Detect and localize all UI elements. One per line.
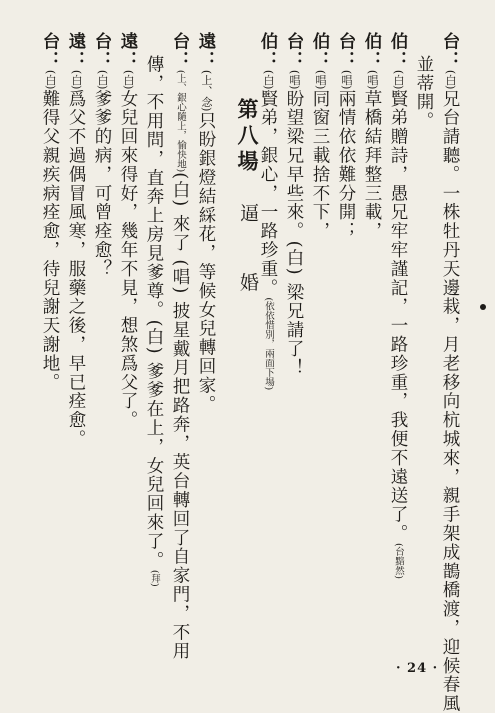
line-text: 賢弟贈詩，愚兄牢牢謹記，一路珍重，我便不遠送了。 <box>388 89 408 544</box>
script-line <box>116 32 140 430</box>
script-line <box>282 32 306 377</box>
delivery-tag: (白) <box>70 69 83 90</box>
delivery-tag: (白) <box>122 69 135 90</box>
speaker-label: 台： <box>92 32 112 70</box>
script-line <box>38 32 62 392</box>
line-text: (白) 來了 (唱) 披星戴月把路奔，英台轉回了自家門，不用 <box>170 172 190 661</box>
script-line <box>308 32 332 241</box>
line-text: 兩情依依難分開； <box>336 89 356 241</box>
speaker-label: 台： <box>170 32 190 70</box>
speaker-label: 伯： <box>310 32 330 70</box>
scene-title: 逼 婚 <box>237 203 259 314</box>
speaker-label: 遠： <box>196 32 216 70</box>
page-number: · 24 · <box>396 661 439 676</box>
delivery-tag: (唱) <box>366 69 379 90</box>
delivery-tag: (白) <box>96 69 109 90</box>
line-text: 難得父親疾病痊愈，待兒謝天謝地。 <box>40 89 60 392</box>
stage-direction: (拜) <box>149 569 160 587</box>
delivery-tag: (上、銀心隨上，愉快地) <box>175 69 186 173</box>
script-line <box>168 32 192 661</box>
delivery-tag: (白) <box>392 69 405 90</box>
scene-heading: 第八場 <box>235 98 260 176</box>
delivery-tag: (唱) <box>340 69 353 90</box>
line-text: 盼望梁兄早些來。(白) 梁兄請了！ <box>284 89 304 378</box>
line-text: 並蒂開。 <box>414 55 434 131</box>
speaker-label: 伯： <box>258 32 278 70</box>
delivery-tag: (唱) <box>288 69 301 90</box>
line-text: 只盼銀燈結綵花，等候女兒轉回家。 <box>196 111 216 414</box>
script-line <box>438 32 462 713</box>
stage-direction: (台黯然) <box>393 543 404 579</box>
script-line <box>194 32 218 414</box>
script-line <box>386 32 410 579</box>
script-line <box>334 32 358 241</box>
speaker-label: 遠： <box>118 32 138 70</box>
script-line <box>412 55 436 131</box>
stage-direction: (依依惜別，兩面下場) <box>263 297 274 391</box>
line-text: 兄台請聽。一株牡丹天邊栽，月老移向杭城來，親手架成鵲橋渡，迎候春風 <box>440 89 460 713</box>
line-text: 女兒回來得好，幾年不見，想煞爲父了。 <box>118 89 138 430</box>
line-text: 草橋結拜整三載， <box>362 89 382 241</box>
speaker-label: 伯： <box>388 32 408 70</box>
delivery-tag: (白) <box>444 69 457 90</box>
line-text: 傳，不用問，直奔上房見爹尊。(白) 爹爹在上，女兒回來了。 <box>144 55 164 570</box>
margin-dot <box>480 304 486 310</box>
line-text: 同窗三載捨不下， <box>310 89 330 241</box>
delivery-tag: (上、念) <box>200 69 213 112</box>
speaker-label: 台： <box>284 32 304 70</box>
speaker-label: 伯： <box>362 32 382 70</box>
speaker-label: 台： <box>336 32 356 70</box>
script-line <box>90 32 114 278</box>
script-line <box>142 55 166 587</box>
delivery-tag: (白) <box>44 69 57 90</box>
line-text: 爹爹的病，可曾痊愈？ <box>92 89 112 279</box>
line-text: 爲父不過偶冒風寒，服藥之後，早已痊愈。 <box>66 89 86 449</box>
script-line <box>64 32 88 449</box>
delivery-tag: (唱) <box>314 69 327 90</box>
delivery-tag: (白) <box>262 69 275 90</box>
speaker-label: 遠： <box>66 32 86 70</box>
speaker-label: 台： <box>440 32 460 70</box>
script-line <box>360 32 384 241</box>
line-text: 賢弟，銀心，一路珍重。 <box>258 89 278 298</box>
speaker-label: 台： <box>40 32 60 70</box>
